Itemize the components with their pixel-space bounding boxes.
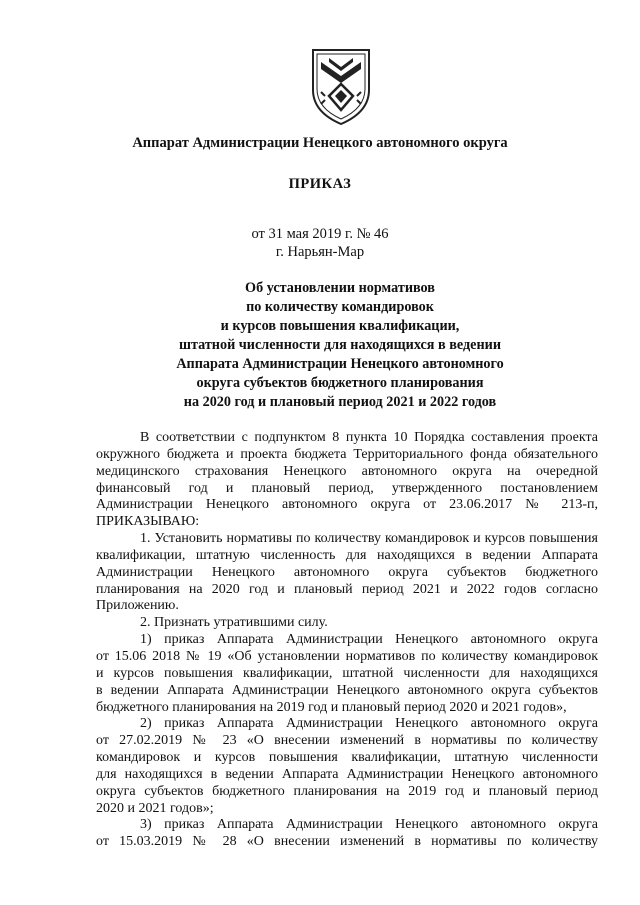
body-line: 1) приказ Аппарата Администрации Ненецкого автономного округа: [140, 632, 598, 648]
body-line: 2) приказ Аппарата Администрации Ненецкого автономного округа: [140, 716, 598, 732]
document-title: [120, 279, 560, 412]
body-line: 2020 и 2021 годов»;: [96, 800, 214, 816]
body-line: Администрации Ненецкого автономного округа субъектов бюджетного: [96, 564, 598, 580]
title-line: по количеству командировок: [246, 299, 434, 315]
body-line: и курсов повышения квалификации, штатной численности для находящихся: [96, 665, 598, 681]
body-line: планирования на 2020 год и плановый период 2021 и 2022 годов согласно: [96, 581, 598, 597]
body-line: 2. Признать утратившими силу.: [140, 615, 328, 631]
title-line: Об установлении нормативов: [245, 280, 435, 296]
document-date-number: от 31 мая 2019 г. № 46: [251, 226, 389, 242]
body-line: ПРИКАЗЫВАЮ:: [96, 514, 200, 530]
body-line: бюджетного планирования на 2019 год и плановый период 2020 и 2021 годов»,: [96, 699, 567, 715]
body-line: от 15.06 2018 № 19 «Об установлении нормативов по количеству командировок: [96, 648, 598, 664]
title-line: на 2020 год и плановый период 2021 и 2022 годов: [183, 394, 497, 410]
title-line: округа субъектов бюджетного планирования: [196, 375, 484, 391]
document-place: г. Нарьян-Мар: [275, 244, 365, 260]
coat-of-arms-icon: [301, 46, 381, 126]
body-line: от 15.03.2019 № 28 «О внесении изменений в нормативы по количеству: [96, 834, 598, 850]
title-line: и курсов повышения квалификации,: [220, 318, 460, 334]
body-line: 3) приказ Аппарата Администрации Ненецкого автономного округа: [140, 817, 598, 833]
document-type: ПРИКАЗ: [288, 176, 352, 192]
body-line: для находящихся в ведении Аппарата Администрации Ненецкого автономного: [96, 766, 598, 782]
body-line: финансовый год и плановый период, утвержденного постановлением: [96, 480, 598, 496]
body-line: Приложению.: [96, 598, 179, 614]
body-line: В соответствии с подпунктом 8 пункта 10 Порядка составления проекта: [140, 430, 598, 445]
title-line: штатной численности для находящихся в ведении: [178, 337, 502, 353]
body-line: медицинского страхования Ненецкого автономного округа на очередной: [96, 463, 598, 479]
body-line: округа субъектов бюджетного планирования на 2019 год и плановый период: [96, 783, 598, 799]
body-line: в ведении Аппарата Администрации Ненецкого автономного округа субъектов: [96, 682, 598, 698]
body-line: квалификации, штатную численность для находящихся в ведении Аппарата: [96, 547, 598, 563]
body-line: командировок и курсов повышения квалификации, штатную численности: [96, 750, 598, 766]
title-line: Аппарата Администрации Ненецкого автономного: [176, 356, 504, 372]
document-body: [96, 430, 598, 851]
body-line: Администрации Ненецкого автономного округа от 23.06.2017 № 213-п,: [96, 497, 598, 513]
body-line: окружного бюджета и проекта бюджета Территориального фонда обязательного: [96, 446, 598, 462]
body-line: 1. Установить нормативы по количеству командировок и курсов повышения: [140, 531, 598, 547]
organization-name: Аппарат Администрации Ненецкого автономного округа: [132, 135, 508, 151]
body-line: от 27.02.2019 № 23 «О внесении изменений в нормативы по количеству: [96, 733, 598, 749]
